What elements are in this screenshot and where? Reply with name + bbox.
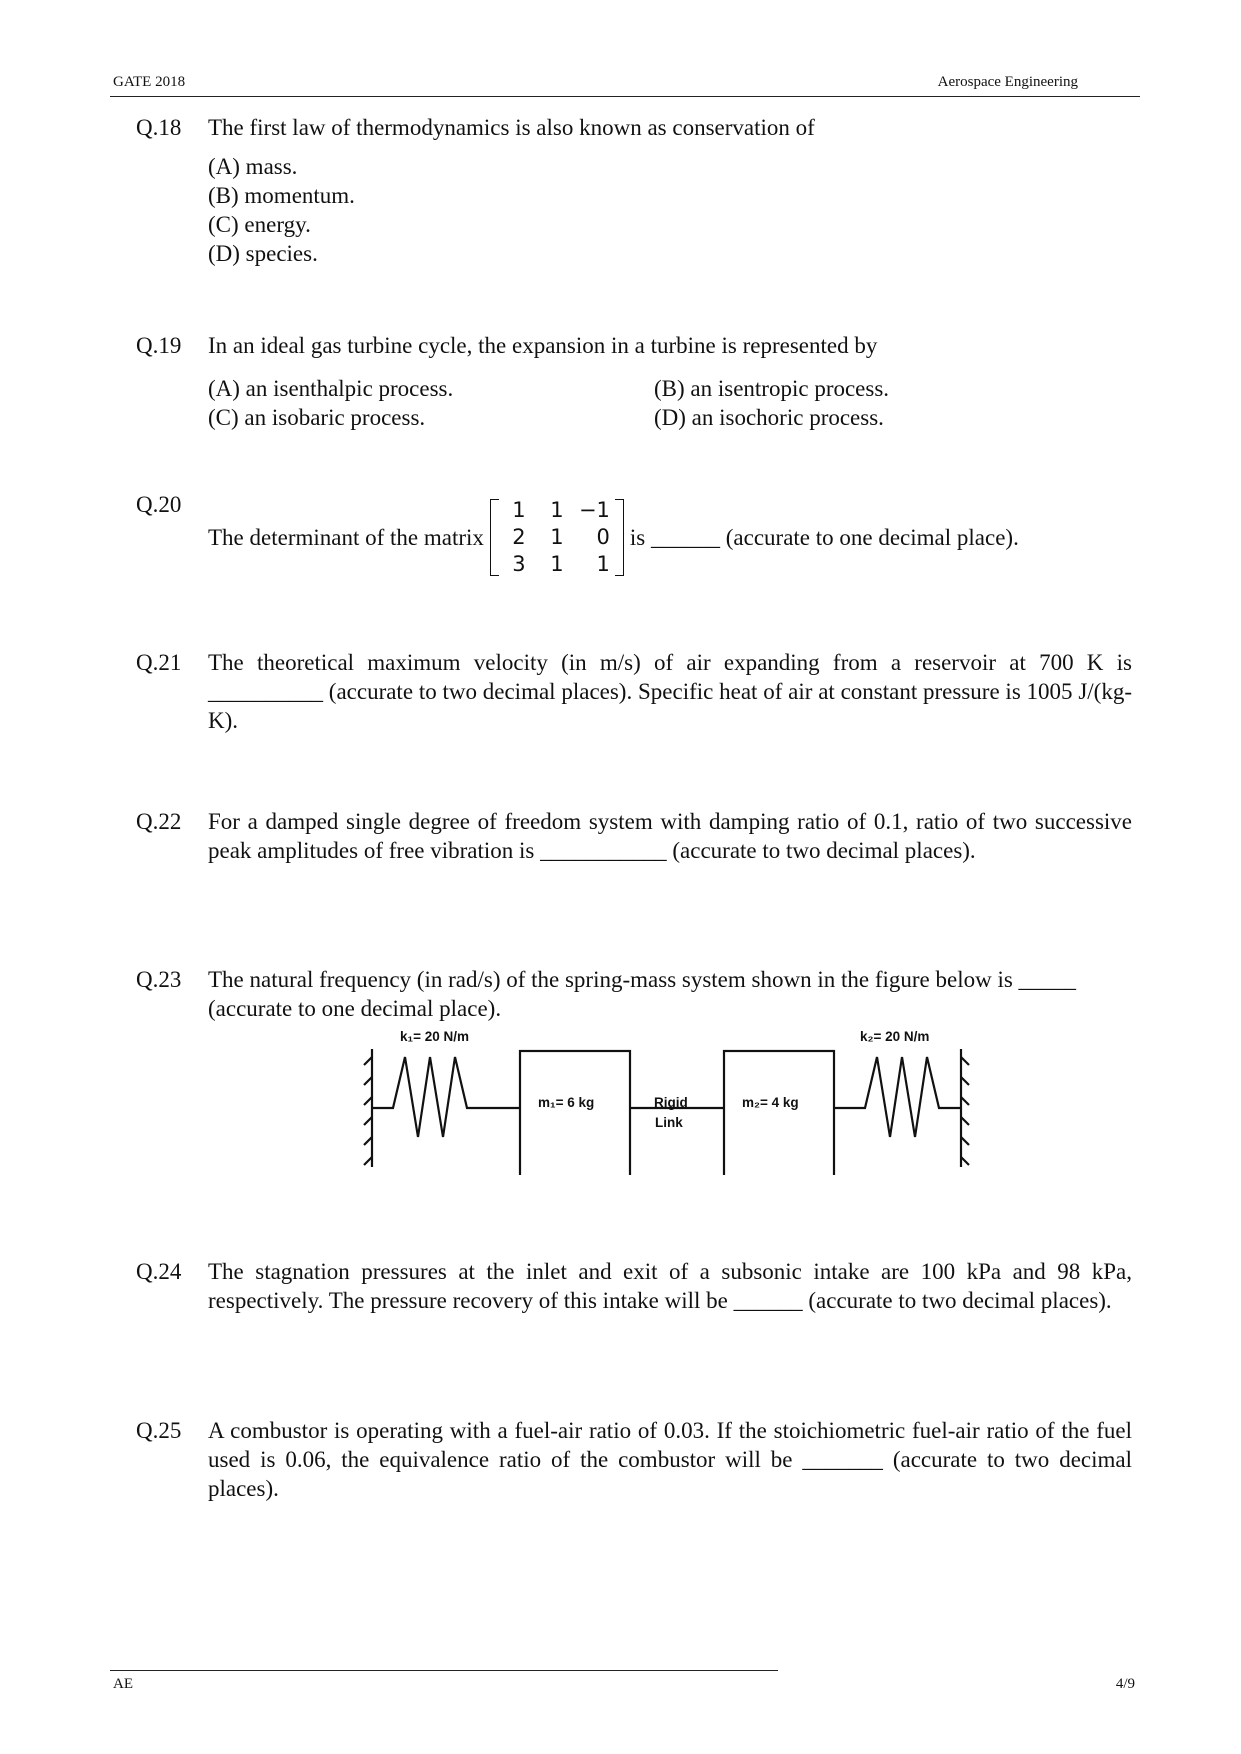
options-list xyxy=(208,152,1132,268)
matrix-statement xyxy=(208,492,1019,582)
question-number: Q.23 xyxy=(136,967,182,992)
question-text: For a damped single degree of freedom system with damping ratio of 0.1, ratio of two successive peak amplitudes of free vibration is ___________ (accurate to two decimal places). xyxy=(208,809,1132,863)
matrix-grid xyxy=(500,497,614,578)
m1-label: m₁= 6 kg xyxy=(538,1095,595,1110)
question-19 xyxy=(136,331,1132,432)
spring-mass-figure xyxy=(360,1025,970,1175)
m2-label: m₂= 4 kg xyxy=(742,1095,799,1110)
question-number: Q.19 xyxy=(136,333,182,358)
matrix-cell: 1 xyxy=(550,524,564,549)
question-number: Q.20 xyxy=(136,492,182,517)
question-number: Q.24 xyxy=(136,1259,182,1284)
matrix xyxy=(490,497,624,578)
matrix-cell: −1 xyxy=(578,497,610,522)
question-text: A combustor is operating with a fuel-air ratio of 0.03. If the stoichiometric fuel-air ratio of the fuel used is 0.06, the equivalence ratio of the combustor will be _______ (accurate to two decimal places). xyxy=(208,1418,1132,1501)
question-number: Q.25 xyxy=(136,1418,182,1443)
matrix-cell: 1 xyxy=(596,551,610,576)
spring-k1 xyxy=(372,1057,520,1137)
options-grid xyxy=(208,374,1132,432)
question-22 xyxy=(136,807,1132,865)
question-number: Q.22 xyxy=(136,809,182,834)
question-text: In an ideal gas turbine cycle, the expansion in a turbine is represented by xyxy=(208,333,878,358)
text-after-matrix: is ______ (accurate to one decimal place). xyxy=(629,524,1019,550)
matrix-cell: 2 xyxy=(512,524,526,549)
matrix-cell: 1 xyxy=(550,551,564,576)
spring-k2 xyxy=(834,1057,961,1137)
left-bracket xyxy=(490,499,499,576)
mass-m2 xyxy=(724,1051,834,1175)
header-exam-title: GATE 2018 xyxy=(113,74,186,90)
option-a: (A) mass. xyxy=(208,154,298,179)
question-25 xyxy=(136,1416,1132,1503)
right-bracket xyxy=(615,499,624,576)
k2-label: k₂= 20 N/m xyxy=(860,1029,930,1044)
link-label-line1: Rigid xyxy=(654,1095,688,1110)
option-b: (B) an isentropic process. xyxy=(654,376,890,401)
footer-paper-code: AE xyxy=(113,1676,133,1692)
question-text: The natural frequency (in rad/s) of the spring-mass system shown in the figure below is _____ (accurate to one decimal place). xyxy=(208,967,1077,1021)
question-23 xyxy=(136,965,1132,1023)
option-a: (A) an isenthalpic process. xyxy=(208,376,454,401)
option-d: (D) species. xyxy=(208,241,318,266)
mass-m1 xyxy=(520,1051,630,1175)
question-text: The theoretical maximum velocity (in m/s) of air expanding from a reservoir at 700 K is __________ (accurate to two decimal places). Specific heat of air at constant pressure is 1005 J/(kg-K). xyxy=(208,650,1132,733)
option-c: (C) an isobaric process. xyxy=(208,405,426,430)
matrix-cell: 0 xyxy=(596,524,610,549)
header-rule xyxy=(110,96,1140,97)
matrix-cell: 1 xyxy=(512,497,526,522)
page-number: 4/9 xyxy=(1115,1676,1135,1692)
right-wall-hatching xyxy=(961,1057,969,1165)
k1-label: k₁= 20 N/m xyxy=(400,1029,469,1044)
footer-rule xyxy=(110,1670,778,1671)
option-b: (B) momentum. xyxy=(208,183,355,208)
matrix-cell: 1 xyxy=(550,497,564,522)
question-number: Q.21 xyxy=(136,650,182,675)
matrix-cell: 3 xyxy=(512,551,526,576)
link-label-line2: Link xyxy=(655,1115,683,1130)
question-text: The first law of thermodynamics is also known as conservation of xyxy=(208,115,815,140)
question-text: The stagnation pressures at the inlet and exit of a subsonic intake are 100 kPa and 98 kPa, respectively. The pressure recovery of this intake will be ______ (accurate to two decimal places). xyxy=(208,1259,1132,1313)
option-d: (D) an isochoric process. xyxy=(654,405,884,430)
question-number: Q.18 xyxy=(136,115,182,140)
option-c: (C) energy. xyxy=(208,212,311,237)
question-20 xyxy=(136,490,1132,585)
left-wall-hatching xyxy=(364,1057,372,1165)
question-24 xyxy=(136,1257,1132,1315)
header-subject: Aerospace Engineering xyxy=(937,74,1078,90)
question-18 xyxy=(136,113,1132,268)
question-21 xyxy=(136,648,1132,735)
text-before-matrix: The determinant of the matrix xyxy=(208,524,484,550)
